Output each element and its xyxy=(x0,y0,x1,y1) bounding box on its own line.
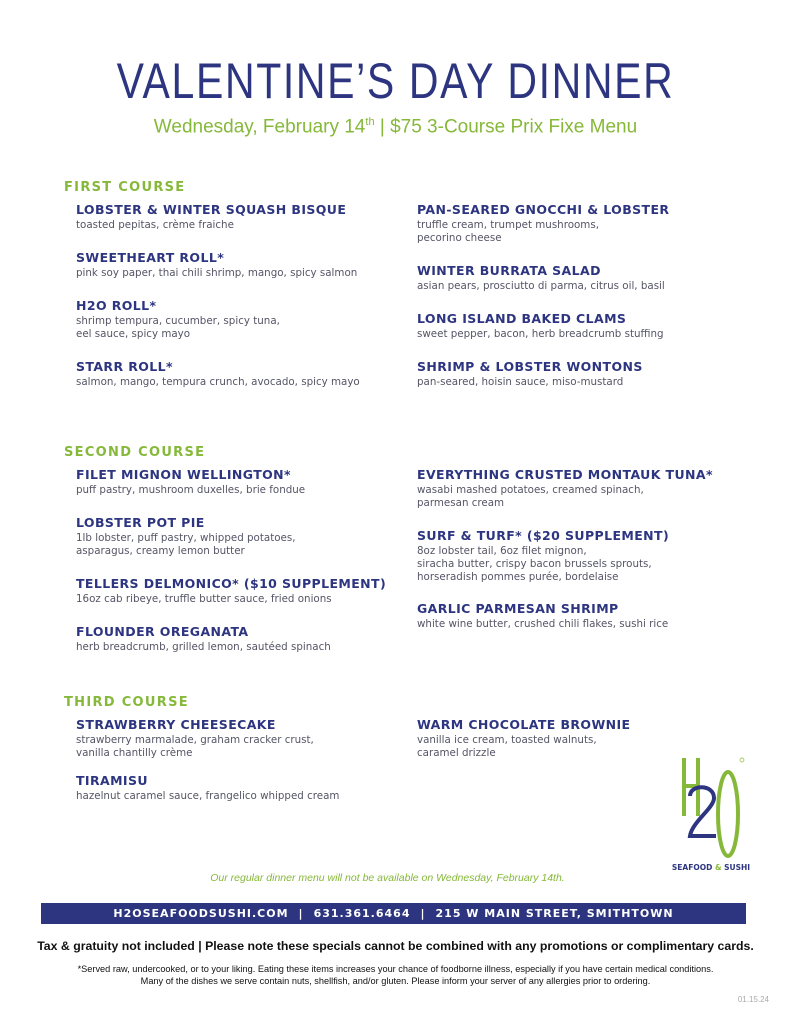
disclaimer-line-2: Many of the dishes we serve contain nuts, shellfish, and/or gluten. Please inform your server of any allergies prior to ordering. xyxy=(140,975,651,986)
item-name: FILET MIGNON WELLINGTON* xyxy=(76,467,291,482)
item-name: TELLERS DELMONICO* ($10 SUPPLEMENT) xyxy=(76,576,387,591)
menu-item xyxy=(417,202,727,245)
subtitle-day: Wednesday, February 14 xyxy=(153,116,366,138)
logo-tagline xyxy=(668,863,754,872)
item-description: 1lb lobster, puff pastry, whipped potatoes, asparagus, creamy lemon butter xyxy=(76,532,296,557)
item-name: WARM CHOCOLATE BROWNIE xyxy=(417,717,631,732)
item-description: pink soy paper, thai chili shrimp, mango, spicy salmon xyxy=(76,267,358,279)
item-name: LOBSTER & WINTER SQUASH BISQUE xyxy=(76,202,347,217)
item-name: FLOUNDER OREGANATA xyxy=(76,624,249,639)
menu-item xyxy=(76,359,386,389)
second-course-heading: SECOND COURSE xyxy=(64,445,206,460)
item-description: toasted pepitas, crème fraiche xyxy=(76,219,234,231)
item-name: EVERYTHING CRUSTED MONTAUK TUNA* xyxy=(417,467,713,482)
logo-tagline-amp: & xyxy=(714,863,722,872)
menu-item xyxy=(76,250,386,280)
item-name: STRAWBERRY CHEESECAKE xyxy=(76,717,276,732)
item-description: asian pears, prosciutto di parma, citrus oil, basil xyxy=(417,280,665,292)
tax-gratuity-note: Tax & gratuity not included | Please note these specials cannot be combined with any promotions or complimentary cards. xyxy=(37,939,754,953)
item-name: TIRAMISU xyxy=(76,773,148,788)
menu-item xyxy=(417,263,727,293)
item-name: SWEETHEART ROLL* xyxy=(76,250,225,265)
phone-number[interactable]: 631.361.6464 xyxy=(313,907,411,920)
menu-item xyxy=(76,467,386,497)
logo-o-icon xyxy=(718,772,738,856)
item-name: GARLIC PARMESAN SHRIMP xyxy=(417,601,619,616)
h2o-logo xyxy=(676,756,746,876)
subtitle-suffix: th xyxy=(365,116,375,128)
menu-item xyxy=(76,298,386,341)
logo-2-icon xyxy=(690,787,716,836)
menu-item xyxy=(76,773,386,803)
item-description: strawberry marmalade, graham cracker crust, vanilla chantilly crème xyxy=(76,734,314,759)
logo-tagline-b: SUSHI xyxy=(721,863,751,872)
menu-item xyxy=(76,624,386,654)
third-course-heading: THIRD COURSE xyxy=(64,695,189,710)
item-description: hazelnut caramel sauce, frangelico whipped cream xyxy=(76,790,340,802)
menu-item xyxy=(417,467,737,510)
menu-item xyxy=(417,359,727,389)
first-course-heading: FIRST COURSE xyxy=(64,180,186,195)
item-name: WINTER BURRATA SALAD xyxy=(417,263,601,278)
availability-notice: Our regular dinner menu will not be available on Wednesday, February 14th. xyxy=(210,872,565,884)
allergy-disclaimer xyxy=(0,964,791,987)
menu-subtitle xyxy=(0,116,791,138)
menu-item xyxy=(76,202,386,232)
item-name: SURF & TURF* ($20 SUPPLEMENT) xyxy=(417,528,670,543)
item-name: STARR ROLL* xyxy=(76,359,173,374)
item-description: 16oz cab ribeye, truffle butter sauce, fried onions xyxy=(76,593,332,605)
menu-item xyxy=(417,311,727,341)
item-description: shrimp tempura, cucumber, spicy tuna, eel sauce, spicy mayo xyxy=(76,315,280,340)
logo-tagline-a: SEAFOOD xyxy=(671,863,715,872)
disclaimer-line-1: *Served raw, undercooked, or to your liking. Eating these items increases your chance of foodborne illness, especially if you have certain medical conditions. xyxy=(77,964,714,974)
menu-item xyxy=(417,528,727,584)
item-name: LONG ISLAND BAKED CLAMS xyxy=(417,311,627,326)
menu-title: VALENTINE’S DAY DINNER xyxy=(116,53,675,109)
subtitle-price: | $75 3-Course Prix Fixe Menu xyxy=(374,116,638,138)
item-name: H2O ROLL* xyxy=(76,298,157,313)
item-description: truffle cream, trumpet mushrooms, pecorino cheese xyxy=(417,219,599,244)
contact-bar xyxy=(41,903,746,924)
item-name: LOBSTER POT PIE xyxy=(76,515,205,530)
item-description: herb breadcrumb, grilled lemon, sautéed spinach xyxy=(76,641,331,653)
menu-item xyxy=(417,601,727,631)
address: 215 W MAIN STREET, SMITHTOWN xyxy=(435,907,674,920)
footer-separator: | xyxy=(298,907,304,920)
registered-mark-icon xyxy=(740,758,744,762)
menu-item xyxy=(417,717,727,760)
website-link[interactable]: H2OSEAFOODSUSHI.COM xyxy=(113,907,289,920)
menu-item xyxy=(76,515,386,558)
item-description: white wine butter, crushed chili flakes, sushi rice xyxy=(417,618,669,630)
item-description: vanilla ice cream, toasted walnuts, caramel drizzle xyxy=(417,734,597,759)
print-date-code: 01.15.24 xyxy=(737,995,769,1004)
item-name: PAN-SEARED GNOCCHI & LOBSTER xyxy=(417,202,670,217)
footer-separator: | xyxy=(420,907,426,920)
item-name: SHRIMP & LOBSTER WONTONS xyxy=(417,359,643,374)
item-description: sweet pepper, bacon, herb breadcrumb stuffing xyxy=(417,328,664,340)
menu-item xyxy=(76,717,386,760)
item-description: pan-seared, hoisin sauce, miso-mustard xyxy=(417,376,624,388)
item-description: wasabi mashed potatoes, creamed spinach, parmesan cream xyxy=(417,484,644,509)
item-description: 8oz lobster tail, 6oz filet mignon, siracha butter, crispy bacon brussels sprouts, horseradish pommes purée, bordelaise xyxy=(417,545,652,583)
item-description: salmon, mango, tempura crunch, avocado, spicy mayo xyxy=(76,376,360,388)
menu-item xyxy=(76,576,396,606)
item-description: puff pastry, mushroom duxelles, brie fondue xyxy=(76,484,306,496)
